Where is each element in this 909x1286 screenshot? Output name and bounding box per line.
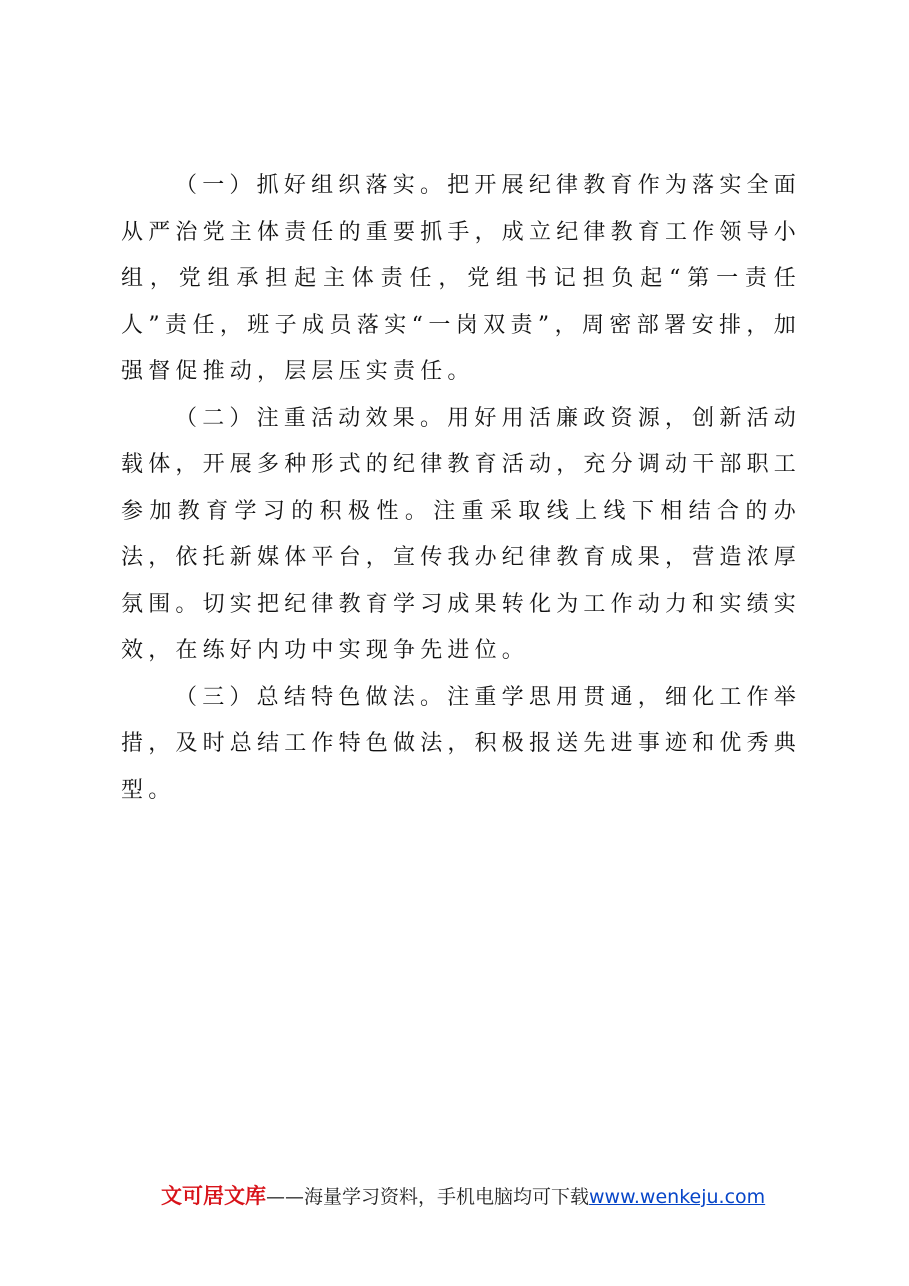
footer-brand: 文可居文库 (161, 1184, 266, 1208)
paragraph-text: 把开展纪律教育作为落实全面从严治党主体责任的重要抓手，成立纪律教育工作领导小组，党组承担起主体责任，党组书记担负起“第一责任人”责任，班子成员落实“一岗双责”，周密部署安排，加强督促推动，层层压实责任。 (121, 173, 802, 384)
paragraph-text: 注重学思用贯通，细化工作举措，及时总结工作特色做法，积极报送先进事迹和优秀典型。 (121, 684, 802, 803)
footer-banner (161, 1182, 801, 1211)
document-body (121, 163, 801, 814)
footer-dash: —— (266, 1186, 304, 1208)
footer-site-link[interactable]: www.wenkeju.com (589, 1186, 766, 1208)
paragraph-text: 用好用活廉政资源，创新活动载体，开展多种形式的纪律教育活动，充分调动干部职工参加教育学习的积极性。注重采取线上线下相结合的办法，依托新媒体平台，宣传我办纪律教育成果，营造浓厚氛围。切实把纪律教育学习成果转化为工作动力和实绩实效，在练好内功中实现争先进位。 (121, 405, 802, 663)
paragraph-heading: （一）抓好组织落实。 (175, 173, 448, 198)
footer-slogan: 海量学习资料，手机电脑均可下载 (304, 1186, 590, 1208)
paragraph-heading: （二）注重活动效果。 (175, 405, 448, 431)
paragraph-heading: （三）总结特色做法。 (175, 684, 448, 710)
paragraph-1 (121, 163, 801, 396)
paragraph-2 (121, 396, 801, 675)
paragraph-3 (121, 675, 801, 815)
